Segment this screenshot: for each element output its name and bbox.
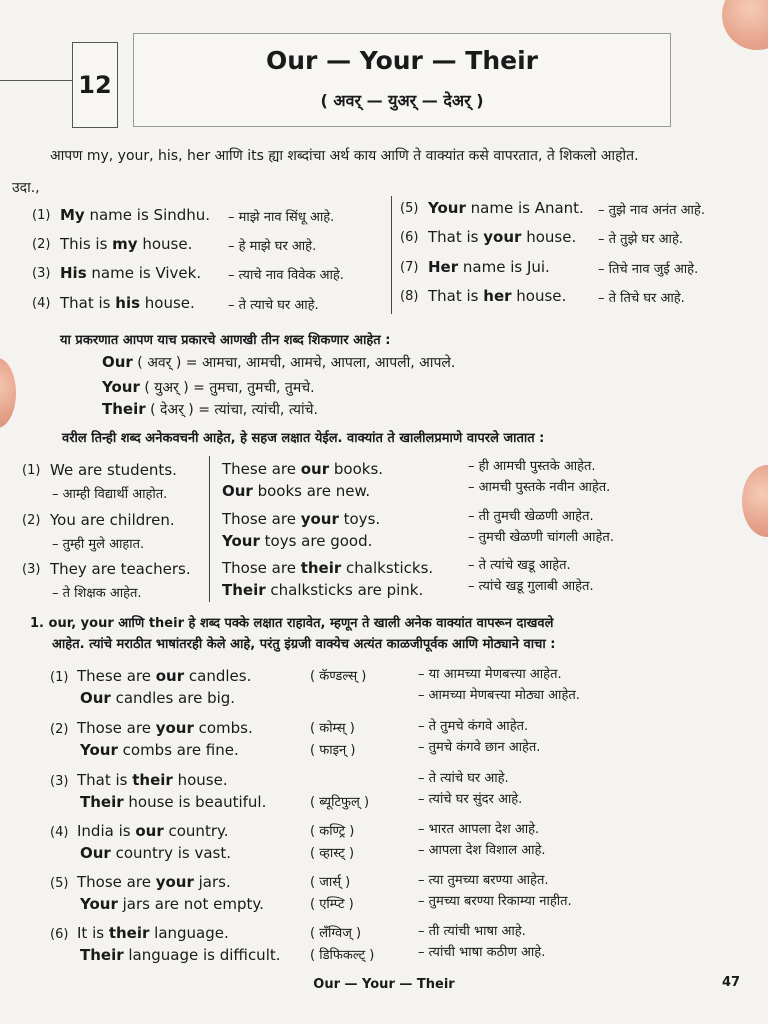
sentence-pre: Those are: [222, 559, 301, 577]
example-sentence: [60, 206, 210, 224]
sentence-bold: Her: [428, 258, 459, 276]
sentence-pre: These are: [222, 460, 301, 478]
exercise-sentence-2: [80, 793, 266, 811]
exercise-pronunciation-2: ( फाइन् ): [310, 743, 356, 758]
plural-marathi-1: – ही आमची पुस्तके आहेत.: [468, 459, 596, 474]
sentence-bold: Their: [222, 581, 266, 599]
lesson-subtitle: ( अवर् — युअर् — देअर् ): [320, 91, 484, 110]
sentence-post: toys.: [338, 510, 381, 528]
plural-marathi-2: – तुमची खेळणी चांगली आहेत.: [468, 530, 614, 545]
sentence-pre: That is: [60, 294, 116, 312]
sentence-bold: Your: [222, 532, 260, 550]
sentence-pre: That is: [77, 771, 133, 789]
example-marathi: – माझे नाव सिंधू आहे.: [228, 210, 335, 225]
sentence-post: house.: [137, 235, 193, 253]
examples-divider: [391, 196, 392, 314]
sentence-bold: Our: [80, 844, 111, 862]
sentence-post: country is vast.: [110, 844, 232, 862]
exercise-marathi-2: – त्यांचे घर सुंदर आहे.: [418, 792, 523, 807]
example-number: (7): [400, 260, 419, 275]
sentence-bold: her: [483, 287, 512, 305]
exercise-number: (6): [50, 927, 69, 942]
plural-divider: [209, 456, 210, 602]
exercise-marathi-2: – आमच्या मेणबत्त्या मोठ्या आहेत.: [418, 688, 580, 703]
new-word-row: [102, 378, 315, 397]
sentence-bold: his: [115, 294, 141, 312]
example-number: (2): [32, 237, 51, 252]
new-word-meaning: ( युअर् ) = तुमचा, तुमची, तुमचे.: [139, 380, 315, 396]
sentence-bold: Your: [428, 199, 466, 217]
sentence-bold: Their: [80, 946, 124, 964]
sentence-pre: That is: [428, 287, 484, 305]
plural-heading: वरील तिन्ही शब्द अनेकवचनी आहेत, हे सहज लक्षात येईल. वाक्यांत ते खालीलप्रमाणे वापरले जातात :: [62, 431, 545, 446]
exercise-sentence-1: [77, 667, 251, 685]
group-marathi: – ते शिक्षक आहेत.: [52, 586, 142, 601]
exercise-sentence-1: [77, 719, 253, 737]
exercise-sentence-2: [80, 844, 231, 862]
sentence-bold: our: [135, 822, 164, 840]
new-word-meaning: ( देअर् ) = त्यांचा, त्यांची, त्यांचे.: [145, 402, 318, 418]
example-number: (4): [32, 296, 51, 311]
new-word: Our: [102, 353, 133, 371]
exercise-pronunciation-1: ( कॅण्डल्स् ): [310, 669, 367, 684]
sentence-bold: my: [112, 235, 138, 253]
intro-line: आपण my, your, his, her आणि its ह्या शब्दांचा अर्थ काय आणि ते वाक्यांत कसे वापरतात, ते शिकलो आहोत.: [50, 148, 639, 164]
plural-sentence-2: [222, 532, 372, 550]
exercise-heading-1: 1. our, your आणि their हे शब्द पक्के लक्षात राहावेत, म्हणून ते खाली अनेक वाक्यांत वापरून दाखवले: [30, 616, 554, 631]
exercise-pronunciation-1: ( कोम्स् ): [310, 721, 355, 736]
plural-sentence-1: [222, 510, 380, 528]
sentence-post: country.: [163, 822, 229, 840]
example-number: (3): [32, 266, 51, 281]
sentence-bold: Our: [80, 689, 111, 707]
example-sentence: [428, 199, 584, 217]
exercise-number: (1): [50, 670, 69, 685]
exercise-sentence-1: [77, 771, 228, 789]
finger-right: [742, 465, 768, 537]
sentence-bold: their: [132, 771, 173, 789]
sentence-post: house.: [172, 771, 228, 789]
plural-marathi-1: – ती तुमची खेळणी आहेत.: [468, 509, 594, 524]
sentence-post: combs.: [193, 719, 253, 737]
sentence-post: language.: [149, 924, 229, 942]
sentence-bold: your: [155, 873, 194, 891]
sentence-post: name is Jui.: [458, 258, 550, 276]
lesson-number: 12: [78, 71, 112, 99]
new-word-row: [102, 400, 318, 419]
example-sentence: [60, 264, 201, 282]
exercise-pronunciation-2: ( व्हास्ट् ): [310, 846, 355, 861]
sentence-post: house.: [140, 294, 195, 312]
exercise-sentence-1: [77, 924, 229, 942]
exercise-marathi-1: – त्या तुमच्या बरण्या आहेत.: [418, 873, 549, 888]
group-marathi: – तुम्ही मुले आहात.: [52, 537, 145, 552]
exercise-marathi-2: – त्यांची भाषा कठीण आहे.: [418, 945, 546, 960]
sentence-post: house is beautiful.: [123, 793, 267, 811]
sentence-pre: That is: [428, 228, 484, 246]
exercise-marathi-2: – आपला देश विशाल आहे.: [418, 843, 546, 858]
sentence-bold: Their: [80, 793, 124, 811]
sentence-bold: our: [300, 460, 330, 478]
lesson-title-box: [133, 33, 671, 127]
group-marathi: – आम्ही विद्यार्थी आहोत.: [52, 487, 168, 502]
lesson-number-box: [72, 42, 118, 128]
sentence-post: books.: [329, 460, 384, 478]
header-rule-left: [0, 80, 72, 81]
example-number: (8): [400, 289, 419, 304]
sentence-bold: their: [300, 559, 342, 577]
sentence-post: toys are good.: [259, 532, 373, 550]
sentence-bold: your: [300, 510, 339, 528]
new-word: Their: [102, 400, 146, 418]
sentence-bold: their: [108, 924, 150, 942]
example-sentence: [428, 228, 576, 246]
sentence-post: house.: [511, 287, 567, 305]
exercise-number: (2): [50, 722, 69, 737]
exercise-pronunciation-1: ( जार्स् ): [310, 875, 351, 890]
example-sentence: [60, 235, 192, 253]
example-marathi: – ते त्याचे घर आहे.: [228, 298, 319, 313]
exercise-sentence-2: [80, 689, 235, 707]
sentence-bold: your: [155, 719, 194, 737]
sentence-post: candles are big.: [110, 689, 236, 707]
sentence-bold: Your: [80, 895, 118, 913]
sentence-bold: My: [60, 206, 85, 224]
sentence-pre: These are: [77, 667, 156, 685]
exercise-marathi-1: – या आमच्या मेणबत्त्या आहेत.: [418, 667, 562, 682]
group-number: (1): [22, 463, 41, 478]
exercise-pronunciation-1: ( लँग्विज् ): [310, 926, 362, 941]
exercise-sentence-2: [80, 895, 264, 913]
sentence-bold: Your: [80, 741, 118, 759]
example-marathi: – ते तुझे घर आहे.: [598, 232, 683, 247]
new-word: Your: [102, 378, 140, 396]
exercise-pronunciation-1: ( कण्ट्रि ): [310, 824, 355, 839]
example-marathi: – तिचे नाव जुई आहे.: [598, 262, 699, 277]
page-number: 47: [722, 975, 741, 990]
exercise-pronunciation-2: ( एम्प्टि ): [310, 897, 354, 912]
new-word-row: [102, 353, 455, 372]
sentence-pre: Those are: [77, 873, 156, 891]
exercise-marathi-2: – तुमच्या बरण्या रिकाम्या नाहीत.: [418, 894, 572, 909]
example-number: (1): [32, 208, 51, 223]
sentence-pre: India is: [77, 822, 136, 840]
new-words-heading: या प्रकरणात आपण याच प्रकारचे आणखी तीन शब्द शिकणार आहेत :: [60, 333, 391, 348]
exercise-sentence-2: [80, 741, 239, 759]
example-marathi: – ते तिचे घर आहे.: [598, 291, 685, 306]
new-word-meaning: ( अवर् ) = आमचा, आमची, आमचे, आपला, आपली, आपले.: [132, 355, 456, 371]
finger-top-right: [722, 0, 768, 50]
sentence-post: name is Vivek.: [86, 264, 202, 282]
example-sentence: [60, 294, 195, 312]
footer-title: Our — Your — Their: [313, 977, 455, 992]
group-english: They are teachers.: [50, 560, 191, 578]
sentence-bold: Our: [222, 482, 253, 500]
finger-left: [0, 358, 16, 428]
exercise-number: (3): [50, 774, 69, 789]
sentence-pre: Those are: [77, 719, 156, 737]
plural-sentence-2: [222, 581, 423, 599]
group-english: We are students.: [50, 461, 177, 479]
sentence-post: name is Anant.: [465, 199, 584, 217]
exercise-marathi-1: – ते त्यांचे घर आहे.: [418, 771, 509, 786]
example-number: (5): [400, 201, 419, 216]
plural-marathi-1: – ते त्यांचे खडू आहेत.: [468, 558, 571, 573]
sentence-pre: This is: [60, 235, 113, 253]
example-sentence: [428, 287, 566, 305]
exercise-pronunciation-2: ( ब्यूटिफुल् ): [310, 795, 370, 810]
group-english: You are children.: [50, 511, 175, 529]
exercise-number: (4): [50, 825, 69, 840]
sentence-post: chalksticks.: [341, 559, 434, 577]
example-sentence: [428, 258, 550, 276]
plural-sentence-2: [222, 482, 370, 500]
exercise-number: (5): [50, 876, 69, 891]
plural-marathi-2: – त्यांचे खडू गुलाबी आहेत.: [468, 579, 594, 594]
sentence-post: jars are not empty.: [117, 895, 264, 913]
sentence-pre: It is: [77, 924, 109, 942]
exercise-sentence-2: [80, 946, 281, 964]
sentence-post: books are new.: [252, 482, 371, 500]
plural-sentence-1: [222, 559, 433, 577]
sentence-post: name is Sindhu.: [84, 206, 211, 224]
example-number: (6): [400, 230, 419, 245]
sentence-post: language is difficult.: [123, 946, 281, 964]
exercise-heading-2: आहेत. त्यांचे मराठीत भाषांतरही केले आहे, परंतु इंग्रजी वाक्येच अत्यंत काळजीपूर्वक आणि मोठ्याने वाचा :: [52, 637, 556, 652]
example-marathi: – हे माझे घर आहे.: [228, 239, 317, 254]
sentence-bold: your: [483, 228, 522, 246]
exercise-sentence-1: [77, 873, 231, 891]
example-label: उदा.,: [12, 180, 40, 196]
exercise-sentence-1: [77, 822, 229, 840]
exercise-marathi-2: – तुमचे कंगवे छान आहेत.: [418, 740, 541, 755]
plural-marathi-2: – आमची पुस्तके नवीन आहेत.: [468, 480, 611, 495]
sentence-bold: our: [155, 667, 185, 685]
sentence-bold: His: [60, 264, 87, 282]
lesson-title: Our — Your — Their: [265, 46, 538, 75]
sentence-pre: Those are: [222, 510, 301, 528]
sentence-post: jars.: [193, 873, 231, 891]
group-number: (2): [22, 513, 41, 528]
example-marathi: – तुझे नाव अनंत आहे.: [598, 203, 705, 218]
exercise-marathi-1: – ती त्यांची भाषा आहे.: [418, 924, 526, 939]
sentence-post: candles.: [184, 667, 252, 685]
sentence-post: house.: [521, 228, 577, 246]
group-number: (3): [22, 562, 41, 577]
exercise-pronunciation-2: ( डिफिकल्ट् ): [310, 948, 375, 963]
exercise-marathi-1: – भारत आपला देश आहे.: [418, 822, 540, 837]
exercise-marathi-1: – ते तुमचे कंगवे आहेत.: [418, 719, 529, 734]
sentence-post: chalksticks are pink.: [265, 581, 424, 599]
plural-sentence-1: [222, 460, 383, 478]
sentence-post: combs are fine.: [117, 741, 239, 759]
example-marathi: – त्याचे नाव विवेक आहे.: [228, 268, 344, 283]
